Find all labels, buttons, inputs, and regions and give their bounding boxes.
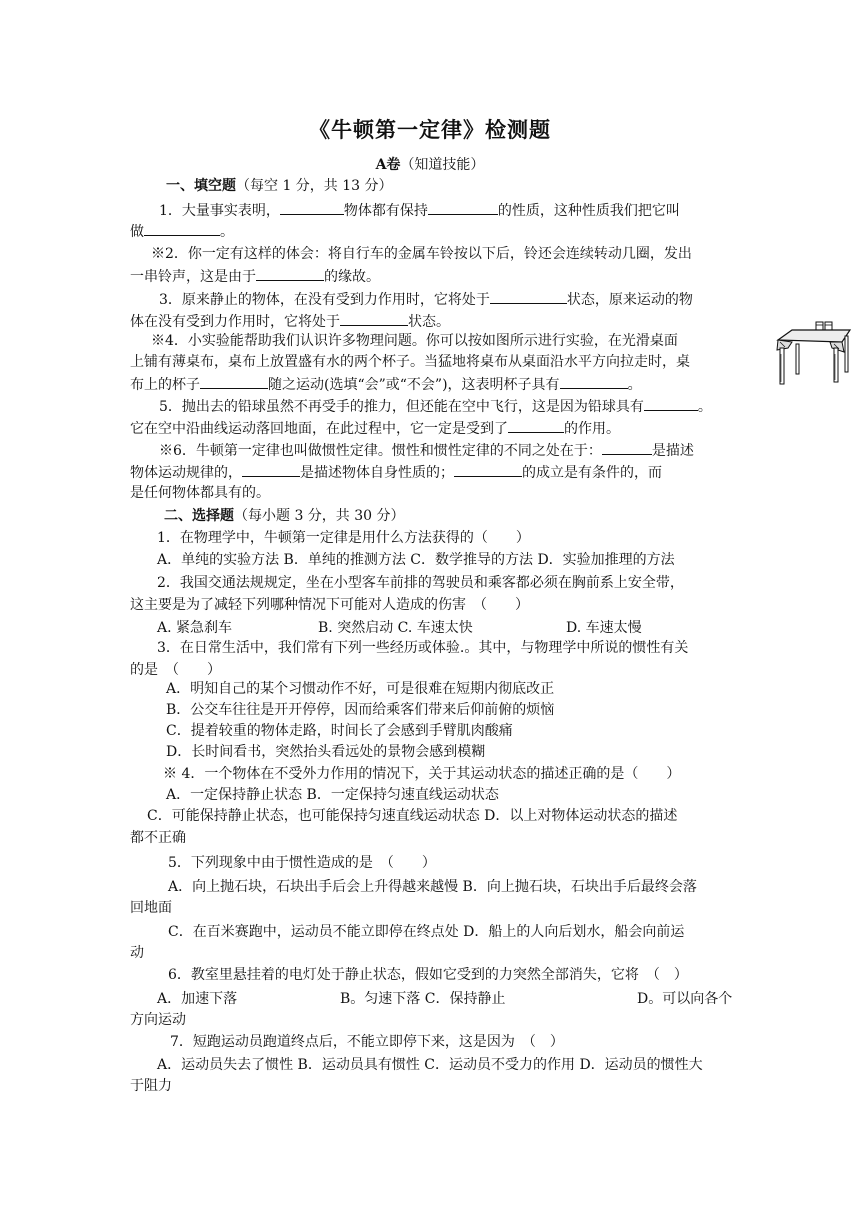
s2-q4-stem: ※ 4．一个物体在不受外力作用的情况下，关于其运动状态的描述正确的是（ ） <box>163 766 681 782</box>
s2-q1-options: A．单纯的实验方法 B．单纯的推测方法 C．数学推导的方法 D．实验加推理的方法 <box>157 552 675 568</box>
s1-q6-line3: 是任何物体都具有的。 <box>130 485 270 501</box>
s2-q4-options-cd: C．可能保持静止状态，也可能保持匀速直线运动状态 D．以上对物体运动状态的描述 <box>147 808 678 824</box>
subtitle-rest: （知道技能） <box>400 157 485 173</box>
s2-q6-option-d: D。可以向各个 <box>637 991 733 1007</box>
s1-q5-line2: 它在空中沿曲线运动落回地面，在此过程中，它一定是受到了 的作用。 <box>130 417 620 439</box>
s2-q7-stem: 7．短跑运动员跑道终点后，不能立即停下来，这是因为 （ ） <box>170 1034 564 1050</box>
page-subtitle <box>0 154 860 174</box>
s2-q3-option-a: A．明知自己的某个习惯动作不好，可是很难在短期内彻底改正 <box>166 681 555 697</box>
s2-q5-ab-tail: 回地面 <box>130 900 172 916</box>
s2-q1-stem: 1．在物理学中，牛顿第一定律是用什么方法获得的（ ） <box>157 530 530 546</box>
s2-q7-tail: 于阻力 <box>130 1078 172 1094</box>
section2-heading: 二、选择题（每小题 3 分，共 30 分） <box>164 508 405 524</box>
s2-q7-options: A．运动员失去了惯性 B．运动员具有惯性 C．运动员不受力的作用 D．运动员的惯性大 <box>157 1057 703 1073</box>
s1-q6-line2: 物体运动规律的， 是描述物体自身性质的； 的成立是有条件的，而 <box>130 461 662 483</box>
s1-q4-line2: 上铺有薄桌布，桌布上放置盛有水的两个杯子。当猛地将桌布从桌面沿水平方向拉走时，桌 <box>130 354 690 370</box>
page-title: 《牛顿第一定律》检测题 <box>309 117 551 142</box>
s1-q1-line1: 1．大量事实表明， 物体都有保持 的性质，这种性质我们把它叫 <box>159 199 680 221</box>
s2-q2-option-bc: B. 突然启动 C. 车速太快 <box>318 620 473 636</box>
s2-q4-tail: 都不正确 <box>130 830 186 846</box>
s2-q3-stem2: 的是 （ ） <box>130 662 221 678</box>
s1-q1-line2: 做 。 <box>130 220 234 242</box>
s2-q6-tail: 方向运动 <box>130 1012 186 1028</box>
table-with-cups-icon <box>772 318 852 388</box>
s2-q2-stem2: 这主要是为了减轻下列哪种情况下可能对人造成的伤害 （ ） <box>130 597 529 613</box>
s2-q5-options-ab: A．向上抛石块，石块出手后会上升得越来越慢 B．向上抛石块，石块出手后最终会落 <box>168 879 697 895</box>
s2-q5-options-cd: C．在百米赛跑中，运动员不能立即停在终点处 D．船上的人向后划水，船会向前运 <box>168 924 685 940</box>
s1-q4-line1: ※4．小实验能帮助我们认识许多物理问题。你可以按如图所示进行实验，在光滑桌面 <box>151 333 678 349</box>
s2-q3-option-c: C．提着较重的物体走路，时间长了会感到手臂肌肉酸痛 <box>166 723 513 739</box>
s2-q2-stem1: 2．我国交通法规规定，坐在小型客车前排的驾驶员和乘客都必须在胸前系上安全带， <box>157 575 684 591</box>
s2-q6-option-bc: B。匀速下落 C．保持静止 <box>340 991 506 1007</box>
s1-q2-line1: ※2．你一定有这样的体会：将自行车的金属车铃按以下后，铃还会连续转动几圈，发出 <box>151 246 692 262</box>
s1-q6-line1: ※6．牛顿第一定律也叫做惯性定律。惯性和惯性定律的不同之处在于： 是描述 <box>159 439 694 461</box>
s2-q6-option-a: A．加速下落 <box>157 991 238 1007</box>
subtitle-strong: A卷 <box>375 157 401 173</box>
s1-q3-line2: 体在没有受到力作用时，它将处于 状态。 <box>130 310 450 332</box>
s2-q3-option-b: B．公交车往往是开开停停，因而给乘客们带来后仰前俯的烦恼 <box>166 702 555 718</box>
s2-q5-stem: 5．下列现象中由于惯性造成的是 （ ） <box>168 855 436 871</box>
section1-heading: 一、填空题（每空 1 分，共 13 分） <box>166 178 393 194</box>
s2-q5-cd-tail: 动 <box>130 945 144 961</box>
s2-q3-option-d: D．长时间看书，突然抬头看远处的景物会感到模糊 <box>166 744 486 760</box>
s2-q2-option-a: A. 紧急刹车 <box>157 620 233 636</box>
s2-q2-option-d: D. 车速太慢 <box>566 620 642 636</box>
s1-q4-line3: 布上的杯子 随之运动(选填“会”或“不会”)，这表明杯子具有 。 <box>130 373 642 395</box>
s2-q6-stem: 6．教室里悬挂着的电灯处于静止状态，假如它受到的力突然全部消失，它将 （ ） <box>168 967 688 983</box>
s2-q3-stem1: 3．在日常生活中，我们常有下列一些经历或体验.。其中，与物理学中所说的惯性有关 <box>157 640 689 656</box>
s1-q5-line1: 5．抛出去的铅球虽然不再受手的推力，但还能在空中飞行，这是因为铅球具有 。 <box>159 395 712 417</box>
s2-q4-options-ab: A．一定保持静止状态 B．一定保持匀速直线运动状态 <box>166 787 499 803</box>
s1-q2-line2: 一串铃声，这是由于 的缘故。 <box>130 265 380 287</box>
s1-q3-line1: 3．原来静止的物体，在没有受到力作用时，它将处于 状态，原来运动的物 <box>159 288 693 310</box>
